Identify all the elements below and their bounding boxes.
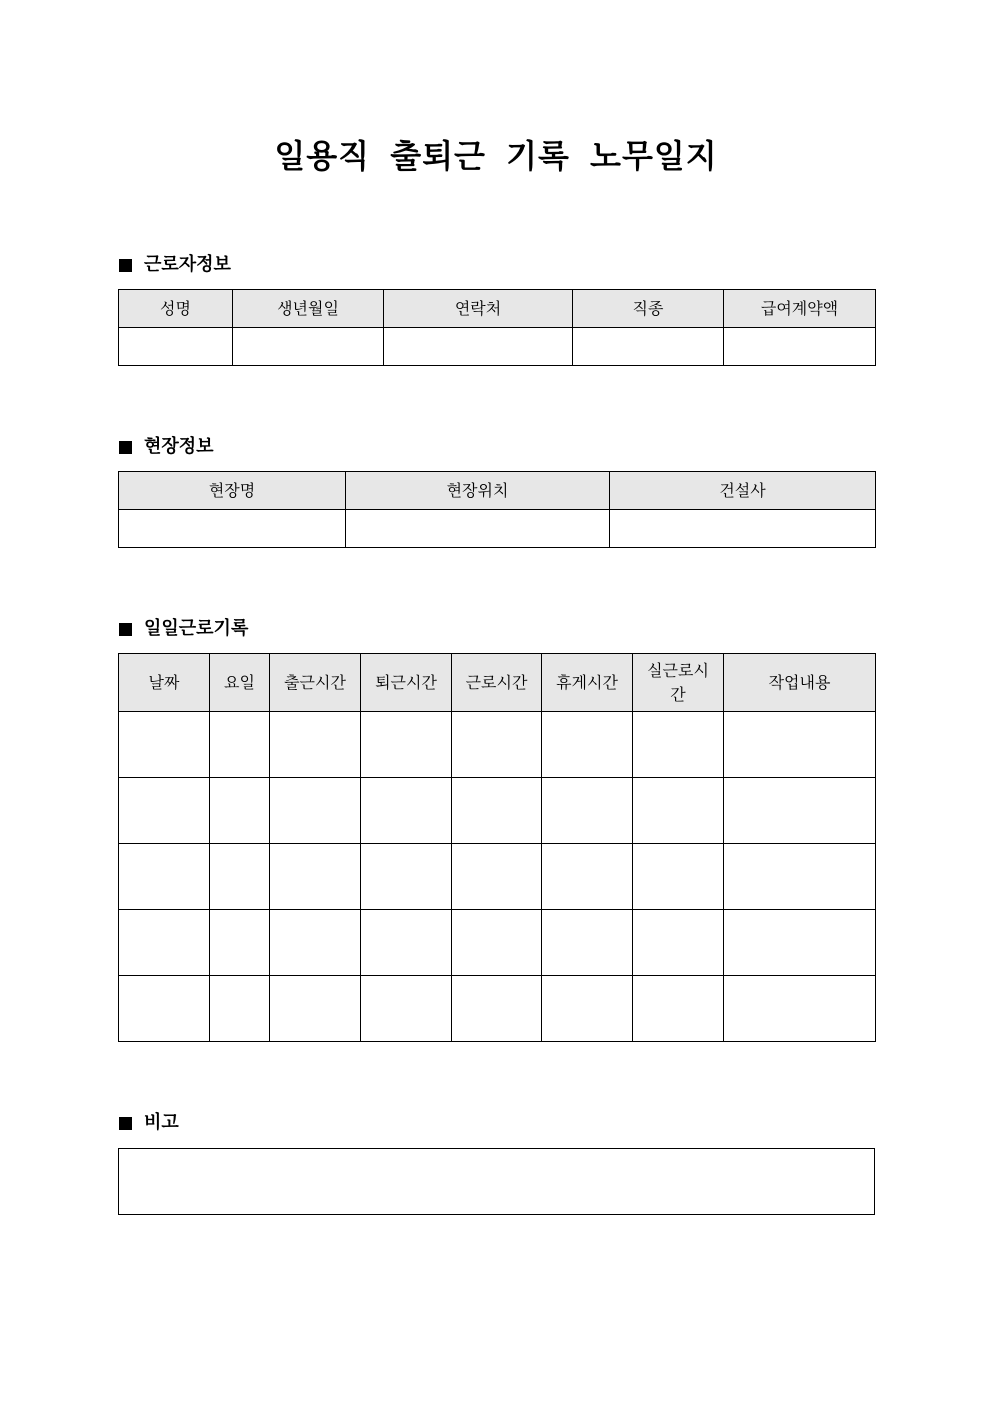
remarks-box[interactable] <box>118 1148 875 1215</box>
actual-hours-cell[interactable] <box>633 910 724 976</box>
clock-in-cell[interactable] <box>270 844 361 910</box>
weekday-cell[interactable] <box>210 910 270 976</box>
column-header-name: 성명 <box>119 290 233 328</box>
clock-out-cell[interactable] <box>361 976 452 1042</box>
clock-in-cell[interactable] <box>270 910 361 976</box>
square-bullet-icon <box>119 441 132 454</box>
section-heading-label: 현장정보 <box>144 436 214 457</box>
section-heading-label: 근로자정보 <box>144 254 231 275</box>
actual-hours-cell[interactable] <box>633 778 724 844</box>
table-header-row <box>119 654 876 712</box>
weekday-cell[interactable] <box>210 976 270 1042</box>
column-header-clock-in: 출근시간 <box>270 654 361 712</box>
site-location-input-cell[interactable] <box>346 510 610 548</box>
section-heading-daily <box>119 617 248 641</box>
column-header-contractor: 건설사 <box>610 472 876 510</box>
column-header-break-hours: 휴게시간 <box>542 654 633 712</box>
table-header-row <box>119 290 876 328</box>
work-description-cell[interactable] <box>724 712 876 778</box>
table-row <box>119 910 876 976</box>
weekday-cell[interactable] <box>210 844 270 910</box>
break-hours-cell[interactable] <box>542 778 633 844</box>
site-name-input-cell[interactable] <box>119 510 346 548</box>
column-header-occupation: 직종 <box>573 290 724 328</box>
break-hours-cell[interactable] <box>542 910 633 976</box>
column-header-work-hours: 근로시간 <box>452 654 542 712</box>
break-hours-cell[interactable] <box>542 976 633 1042</box>
section-heading-label: 비고 <box>144 1112 179 1133</box>
site-info-table <box>118 471 876 548</box>
actual-hours-cell[interactable] <box>633 844 724 910</box>
section-heading-label: 일일근로기록 <box>144 618 249 639</box>
clock-in-cell[interactable] <box>270 778 361 844</box>
break-hours-cell[interactable] <box>542 712 633 778</box>
actual-hours-cell[interactable] <box>633 976 724 1042</box>
column-header-work-description: 작업내용 <box>724 654 876 712</box>
square-bullet-icon <box>119 259 132 272</box>
clock-in-cell[interactable] <box>270 712 361 778</box>
work-description-cell[interactable] <box>724 910 876 976</box>
table-header-row <box>119 472 876 510</box>
wage-input-cell[interactable] <box>724 328 876 366</box>
clock-out-cell[interactable] <box>361 712 452 778</box>
weekday-cell[interactable] <box>210 778 270 844</box>
contact-input-cell[interactable] <box>384 328 573 366</box>
clock-out-cell[interactable] <box>361 778 452 844</box>
column-header-contact: 연락처 <box>384 290 573 328</box>
table-row <box>119 976 876 1042</box>
table-row <box>119 778 876 844</box>
clock-out-cell[interactable] <box>361 910 452 976</box>
work-description-cell[interactable] <box>724 976 876 1042</box>
column-header-site-name: 현장명 <box>119 472 346 510</box>
column-header-actual-hours: 실근로시간 <box>633 654 724 712</box>
work-hours-cell[interactable] <box>452 712 542 778</box>
weekday-cell[interactable] <box>210 712 270 778</box>
column-header-date: 날짜 <box>119 654 210 712</box>
clock-in-cell[interactable] <box>270 976 361 1042</box>
occupation-input-cell[interactable] <box>573 328 724 366</box>
column-header-clock-out: 퇴근시간 <box>361 654 452 712</box>
date-cell[interactable] <box>119 712 210 778</box>
date-cell[interactable] <box>119 844 210 910</box>
birthdate-input-cell[interactable] <box>233 328 384 366</box>
table-row <box>119 844 876 910</box>
actual-hours-cell[interactable] <box>633 712 724 778</box>
work-hours-cell[interactable] <box>452 844 542 910</box>
contractor-input-cell[interactable] <box>610 510 876 548</box>
square-bullet-icon <box>119 623 132 636</box>
table-row <box>119 510 876 548</box>
square-bullet-icon <box>119 1117 132 1130</box>
daily-record-table <box>118 653 876 1042</box>
work-description-cell[interactable] <box>724 844 876 910</box>
column-header-weekday: 요일 <box>210 654 270 712</box>
work-hours-cell[interactable] <box>452 976 542 1042</box>
worker-info-table <box>118 289 876 366</box>
section-heading-remarks <box>119 1111 179 1135</box>
date-cell[interactable] <box>119 778 210 844</box>
date-cell[interactable] <box>119 976 210 1042</box>
section-heading-worker <box>119 253 231 277</box>
break-hours-cell[interactable] <box>542 844 633 910</box>
table-row <box>119 328 876 366</box>
date-cell[interactable] <box>119 910 210 976</box>
column-header-wage: 급여계약액 <box>724 290 876 328</box>
work-description-cell[interactable] <box>724 778 876 844</box>
column-header-birthdate: 생년월일 <box>233 290 384 328</box>
work-hours-cell[interactable] <box>452 910 542 976</box>
column-header-site-location: 현장위치 <box>346 472 610 510</box>
page-title: 일용직 출퇴근 기록 노무일지 <box>274 137 718 175</box>
work-hours-cell[interactable] <box>452 778 542 844</box>
table-row <box>119 712 876 778</box>
section-heading-site <box>119 435 214 459</box>
clock-out-cell[interactable] <box>361 844 452 910</box>
name-input-cell[interactable] <box>119 328 233 366</box>
